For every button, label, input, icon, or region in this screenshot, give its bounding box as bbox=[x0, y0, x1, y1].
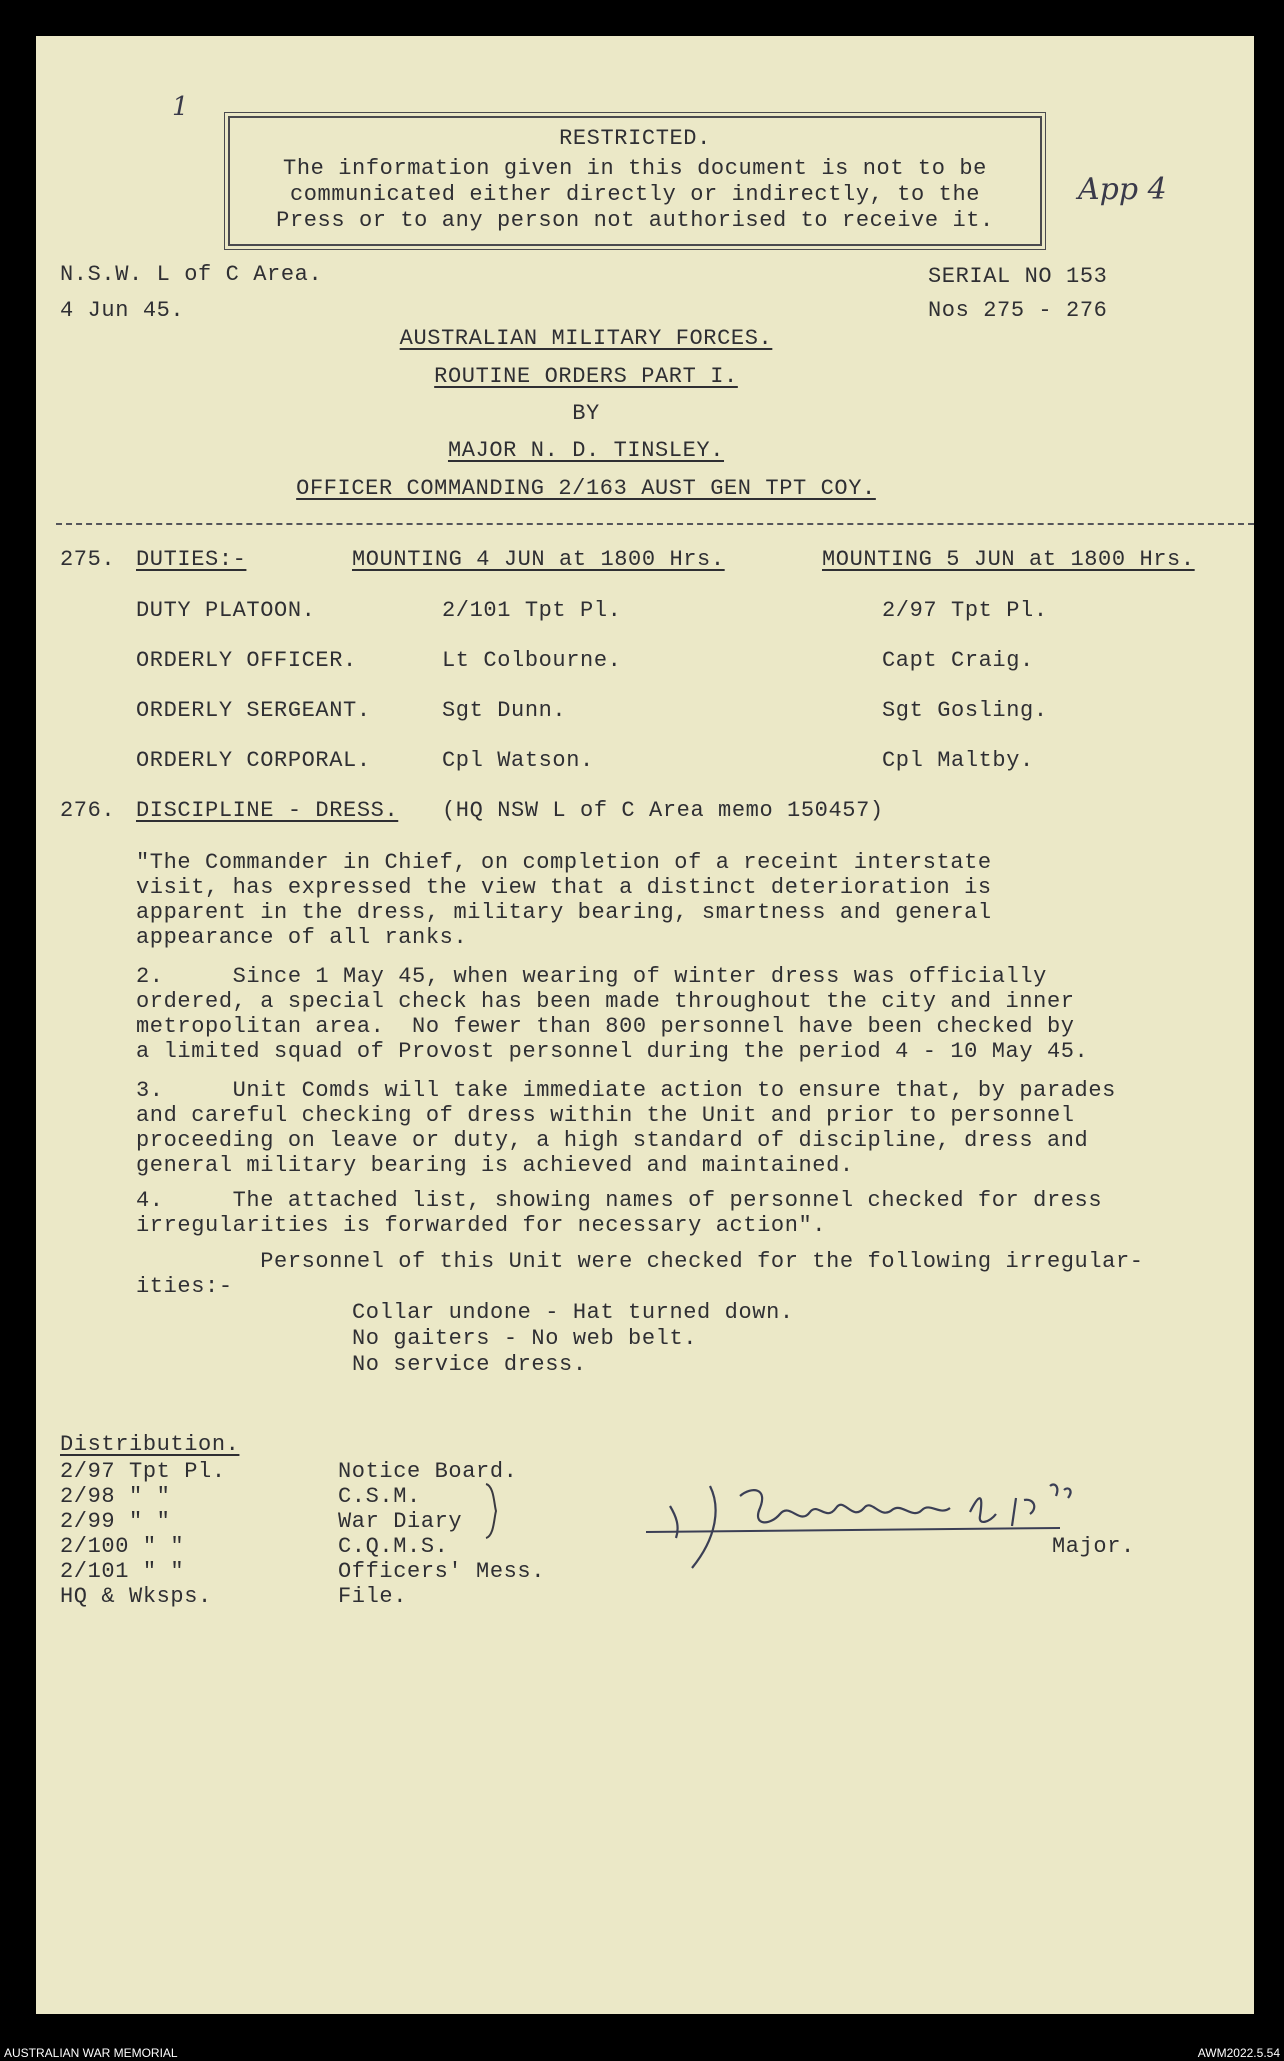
irregularity-line: Collar undone - Hat turned down. bbox=[352, 1300, 794, 1325]
distribution-right-item: Notice Board. bbox=[338, 1459, 518, 1484]
distribution-right-item: Officers' Mess. bbox=[338, 1559, 546, 1584]
restricted-heading: RESTRICTED. bbox=[559, 126, 711, 151]
paragraph-4: 4. The attached list, showing names of personnel checked for dress irregularities is forwarded for necessary action". bbox=[136, 1188, 1103, 1238]
order-276-heading: DISCIPLINE - DRESS. bbox=[136, 798, 399, 823]
distribution-left-item: 2/98 " " bbox=[60, 1484, 171, 1509]
distribution-heading: Distribution. bbox=[60, 1432, 240, 1457]
order-276-reference: (HQ NSW L of C Area memo 150457) bbox=[442, 798, 884, 823]
distribution-left-item: HQ & Wksps. bbox=[60, 1584, 212, 1609]
distribution-right-item: C.Q.M.S. bbox=[338, 1534, 449, 1559]
paragraph-1: "The Commander in Chief, on completion of a receint interstate visit, has expressed the view that a distinct deterioration is apparent in the dress, military bearing, smartness and general appearance of all ranks. bbox=[136, 850, 992, 950]
title-line-5: OFFICER COMMANDING 2/163 AUST GEN TPT COY. bbox=[296, 476, 876, 501]
distribution-right-item: C.S.M. bbox=[338, 1484, 421, 1509]
brace-mark bbox=[484, 1482, 500, 1540]
restricted-line-1: The information given in this document is not to be bbox=[283, 156, 987, 181]
duty-name: ORDERLY CORPORAL. bbox=[136, 748, 371, 773]
mounting-col1-heading: MOUNTING 4 JUN at 1800 Hrs. bbox=[352, 547, 725, 572]
paragraph-2: 2. Since 1 May 45, when wearing of winter dress was officially ordered, a special check has been made throughout the city and inner metropolitan area. No fewer than 800 personnel have been checked by a limited squad of Provost personnel during the period 4 - 10 May 45. bbox=[136, 964, 1089, 1064]
irregularity-line: No service dress. bbox=[352, 1352, 587, 1377]
duty-name: ORDERLY SERGEANT. bbox=[136, 698, 371, 723]
mounting-col2-heading: MOUNTING 5 JUN at 1800 Hrs. bbox=[822, 547, 1195, 572]
footer-catalogue-id: AWM2022.5.54 bbox=[1197, 2046, 1280, 2060]
distribution-left-item: 2/99 " " bbox=[60, 1509, 171, 1534]
paragraph-5: Personnel of this Unit were checked for the following irregular- ities:- bbox=[136, 1249, 1144, 1299]
order-276-number: 276. bbox=[60, 798, 116, 823]
signature-mark bbox=[640, 1456, 1100, 1576]
archive-footer bbox=[0, 2044, 1284, 2061]
duty-name: ORDERLY OFFICER. bbox=[136, 648, 357, 673]
appendix-note: App 4 bbox=[1078, 172, 1167, 207]
duty-first: Lt Colbourne. bbox=[442, 648, 622, 673]
duty-name: DUTY PLATOON. bbox=[136, 598, 316, 623]
serial-number: SERIAL NO 153 bbox=[928, 264, 1108, 289]
restricted-line-2: communicated either directly or indirectly, to the bbox=[289, 182, 981, 207]
duty-first: Sgt Dunn. bbox=[442, 698, 567, 723]
order-numbers: Nos 275 - 276 bbox=[928, 298, 1108, 323]
distribution-right-item: File. bbox=[338, 1584, 408, 1609]
document-page bbox=[36, 36, 1254, 2014]
irregularity-line: No gaiters - No web belt. bbox=[352, 1326, 698, 1351]
distribution-left-item: 2/100 " " bbox=[60, 1534, 185, 1559]
duty-first: Cpl Watson. bbox=[442, 748, 594, 773]
restricted-notice-box bbox=[228, 116, 1042, 246]
footer-institution: AUSTRALIAN WAR MEMORIAL bbox=[4, 2046, 178, 2060]
duty-second: Cpl Maltby. bbox=[882, 748, 1034, 773]
area-label: N.S.W. L of C Area. bbox=[60, 262, 323, 287]
distribution-left-item: 2/101 " " bbox=[60, 1559, 185, 1584]
order-275-heading: DUTIES:- bbox=[136, 547, 247, 572]
duty-second: 2/97 Tpt Pl. bbox=[882, 598, 1048, 623]
title-line-1: AUSTRALIAN MILITARY FORCES. bbox=[399, 326, 773, 351]
title-line-4: MAJOR N. D. TINSLEY. bbox=[447, 438, 725, 463]
corner-mark: 1 bbox=[172, 92, 189, 122]
title-line-2: ROUTINE ORDERS PART I. bbox=[434, 364, 738, 389]
order-275-number: 275. bbox=[60, 547, 116, 572]
section-divider bbox=[56, 523, 1254, 525]
document-date: 4 Jun 45. bbox=[60, 298, 185, 323]
duty-second: Sgt Gosling. bbox=[882, 698, 1048, 723]
paragraph-3: 3. Unit Comds will take immediate action to ensure that, by parades and careful checking of dress within the Unit and prior to personnel proceeding on leave or duty, a high standard of discipline, dress and general military bearing is achieved and maintained. bbox=[136, 1078, 1116, 1178]
distribution-right-item: War Diary bbox=[338, 1509, 463, 1534]
title-line-3: BY bbox=[572, 401, 600, 426]
restricted-line-3: Press or to any person not authorised to receive it. bbox=[276, 208, 994, 233]
duty-second: Capt Craig. bbox=[882, 648, 1034, 673]
duty-first: 2/101 Tpt Pl. bbox=[442, 598, 622, 623]
distribution-left-item: 2/97 Tpt Pl. bbox=[60, 1459, 226, 1484]
signature-rank: Major. bbox=[1052, 1534, 1135, 1559]
